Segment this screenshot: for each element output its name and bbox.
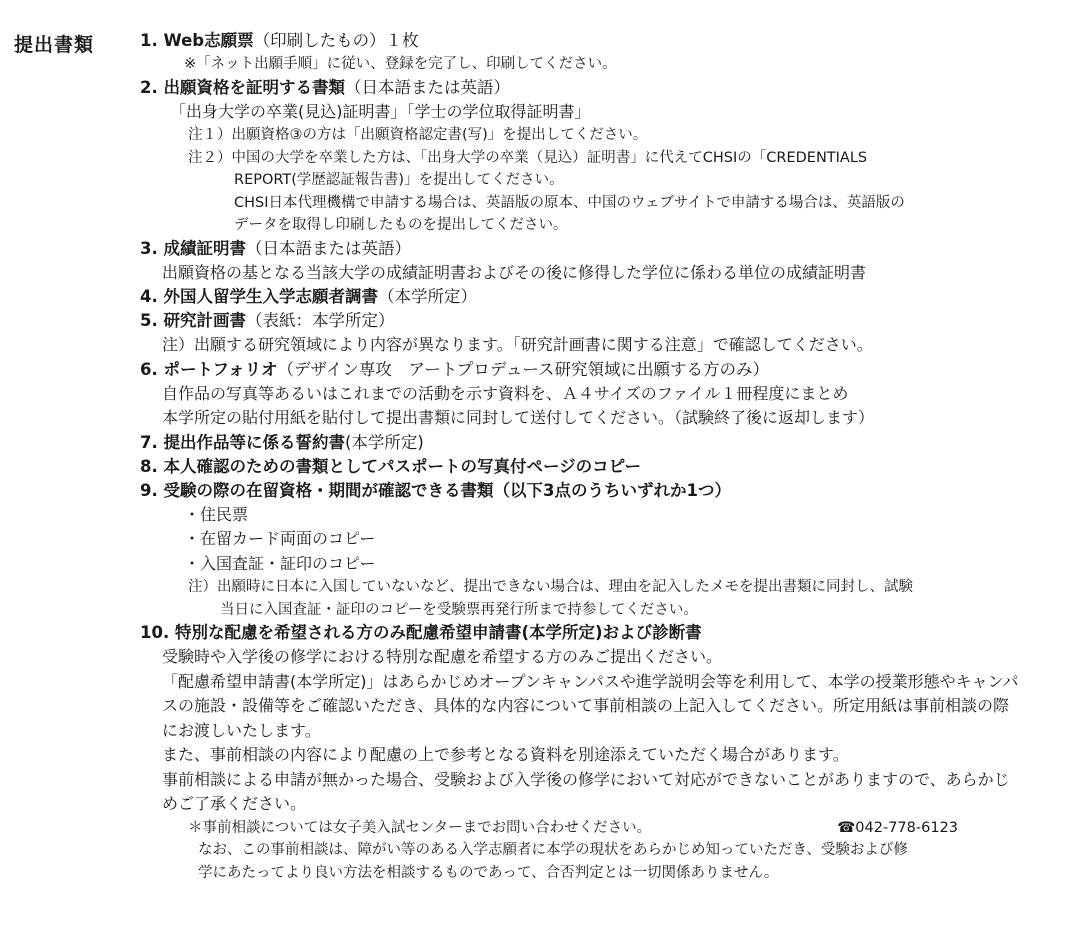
item-note: 学にあたってより良い方法を相談するものであって、合否判定とは一切関係ありません。: [198, 864, 779, 881]
item-title-text: 提出作品等に係る誓約書: [163, 432, 345, 452]
item-title-text: 成績証明書: [163, 238, 246, 258]
item-number: 4.: [140, 287, 158, 306]
item-line: 本学所定の貼付用紙を貼付して提出書類に同封して送付してください。（試験終了後に返却します）: [162, 408, 875, 427]
item-number: 6.: [140, 359, 158, 379]
item-qualifier: (本学所定): [345, 432, 424, 452]
section-label: 提出書類: [14, 34, 95, 56]
item-note: データを取得し印刷したものを提出してください。: [234, 217, 568, 233]
item-2: [140, 76, 1070, 237]
item-title: [140, 29, 1070, 53]
item-note: REPORT(学歴認証報告書)」を提出してください。: [234, 172, 564, 188]
item-line: 出願資格の基となる当該大学の成績証明書およびその後に修得した学位に係わる単位の成績証明書: [162, 262, 867, 282]
bullet-item: ・在留カード両面のコピー: [184, 529, 376, 548]
item-9: [140, 479, 1070, 622]
bullet-item: ・入国査証・証印のコピー: [184, 553, 376, 573]
item-title-text: Web志願票: [163, 31, 254, 50]
item-note: 注２）中国の大学を卒業した方は、「出身大学の卒業（見込）証明書」に代えてCHSIの「CREDENTIALS: [188, 149, 868, 166]
item-note: ※「ネット出願手順」に従い、登録を完了し、印刷してください。: [184, 56, 617, 72]
item-title-text: ポートフォリオ: [163, 359, 278, 379]
bullet-item: ・住民票: [184, 504, 249, 524]
item-number: 7.: [140, 432, 158, 452]
item-qualifier: （デザイン専攻 アートプロデュース研究領域に出願する方のみ）: [277, 359, 770, 379]
item-title: [140, 237, 1070, 261]
item-number: 5.: [140, 311, 158, 330]
item-note: CHSI日本代理機構で申請する場合は、英語版の原本、中国のウェブサイトで申請する場合は、英語版の: [234, 194, 905, 211]
item-title-text: 研究計画書: [163, 311, 246, 330]
item-title: [140, 621, 1070, 645]
item-title-text: 受験の際の在留資格・期間が確認できる書類（以下3点のうちいずれか1つ）: [163, 480, 731, 500]
item-paragraph: 事前相談による申請が無かった場合、受験および入学後の修学において対応ができないことがありますので、あらかじめご了承ください。: [162, 769, 1010, 813]
item-1: [140, 29, 1070, 76]
document-list: [140, 29, 1070, 884]
item-number: 1.: [140, 31, 158, 50]
item-7: [140, 431, 1070, 455]
item-line: 「出身大学の卒業(見込)証明書」「学士の学位取得証明書」: [170, 101, 591, 121]
item-title: [140, 309, 1070, 333]
item-number: 10.: [140, 623, 170, 642]
item-line: 自作品の写真等あるいはこれまでの活動を示す資料を、Ａ４サイズのファイル１冊程度にまとめ: [162, 383, 849, 403]
item-qualifier: （印刷したもの）１枚: [253, 31, 419, 50]
item-line: また、事前相談の内容により配慮の上で参考となる資料を別途添えていただく場合があります。: [162, 745, 849, 764]
phone-number: ☎042-778-6123: [837, 819, 958, 836]
item-line: 受験時や入学後の修学における特別な配慮を希望する方のみご提出ください。: [162, 647, 723, 666]
item-4: [140, 285, 1070, 309]
item-note: 当日に入国査証・証印のコピーを受験票再発行所まで持参してください。: [220, 601, 698, 618]
item-10: [140, 621, 1070, 884]
item-title-text: 特別な配慮を希望される方のみ配慮希望申請書(本学所定)および診断書: [174, 623, 702, 642]
item-title-text: 本人確認のための書類としてパスポートの写真付ページのコピー: [163, 456, 642, 476]
contact-note: ＊事前相談については女子美入試センターまでお問い合わせください。: [188, 819, 652, 836]
item-note: 注）出願時に日本に入国していないなど、提出できない場合は、理由を記入したメモを提出書類に同封し、試験: [188, 579, 913, 595]
item-qualifier: （本学所定）: [378, 287, 477, 306]
item-note: 注１）出願資格③の方は「出願資格認定書(写)」を提出してください。: [188, 127, 648, 143]
item-note: なお、この事前相談は、障がい等のある入学志願者に本学の現状をあらかじめ知っていただき、受験および修: [198, 842, 908, 858]
item-qualifier: （表紙：本学所定）: [246, 311, 395, 330]
item-5: [140, 309, 1070, 358]
item-paragraph: 「配慮希望申請書(本学所定)」はあらかじめオープンキャンパスや進学説明会等を利用して、本学の授業形態やキャンパスの施設・設備等をご確認いただき、具体的な内容について事前相談の上記入してください。所定用紙は事前相談の際にお渡しいたします。: [162, 671, 1019, 740]
item-title-text: 出願資格を証明する書類: [163, 77, 345, 97]
item-title: [140, 455, 1070, 479]
item-8: [140, 455, 1070, 479]
item-title: [140, 479, 1070, 503]
item-title: [140, 431, 1070, 455]
item-number: 2.: [140, 77, 158, 97]
item-title: [140, 76, 1070, 100]
contact-row: [140, 817, 1070, 840]
item-title: [140, 285, 1070, 309]
item-title-text: 外国人留学生入学志願者調書: [163, 287, 378, 306]
item-title: [140, 358, 1070, 382]
item-6: [140, 358, 1070, 431]
item-qualifier: （日本語または英語）: [246, 238, 411, 258]
item-qualifier: （日本語または英語）: [345, 77, 510, 97]
item-number: 9.: [140, 480, 158, 500]
item-3: [140, 237, 1070, 286]
item-number: 8.: [140, 456, 158, 476]
item-line: 注）出願する研究領域により内容が異なります。「研究計画書に関する注意」で確認してください。: [162, 335, 873, 354]
item-number: 3.: [140, 238, 158, 258]
